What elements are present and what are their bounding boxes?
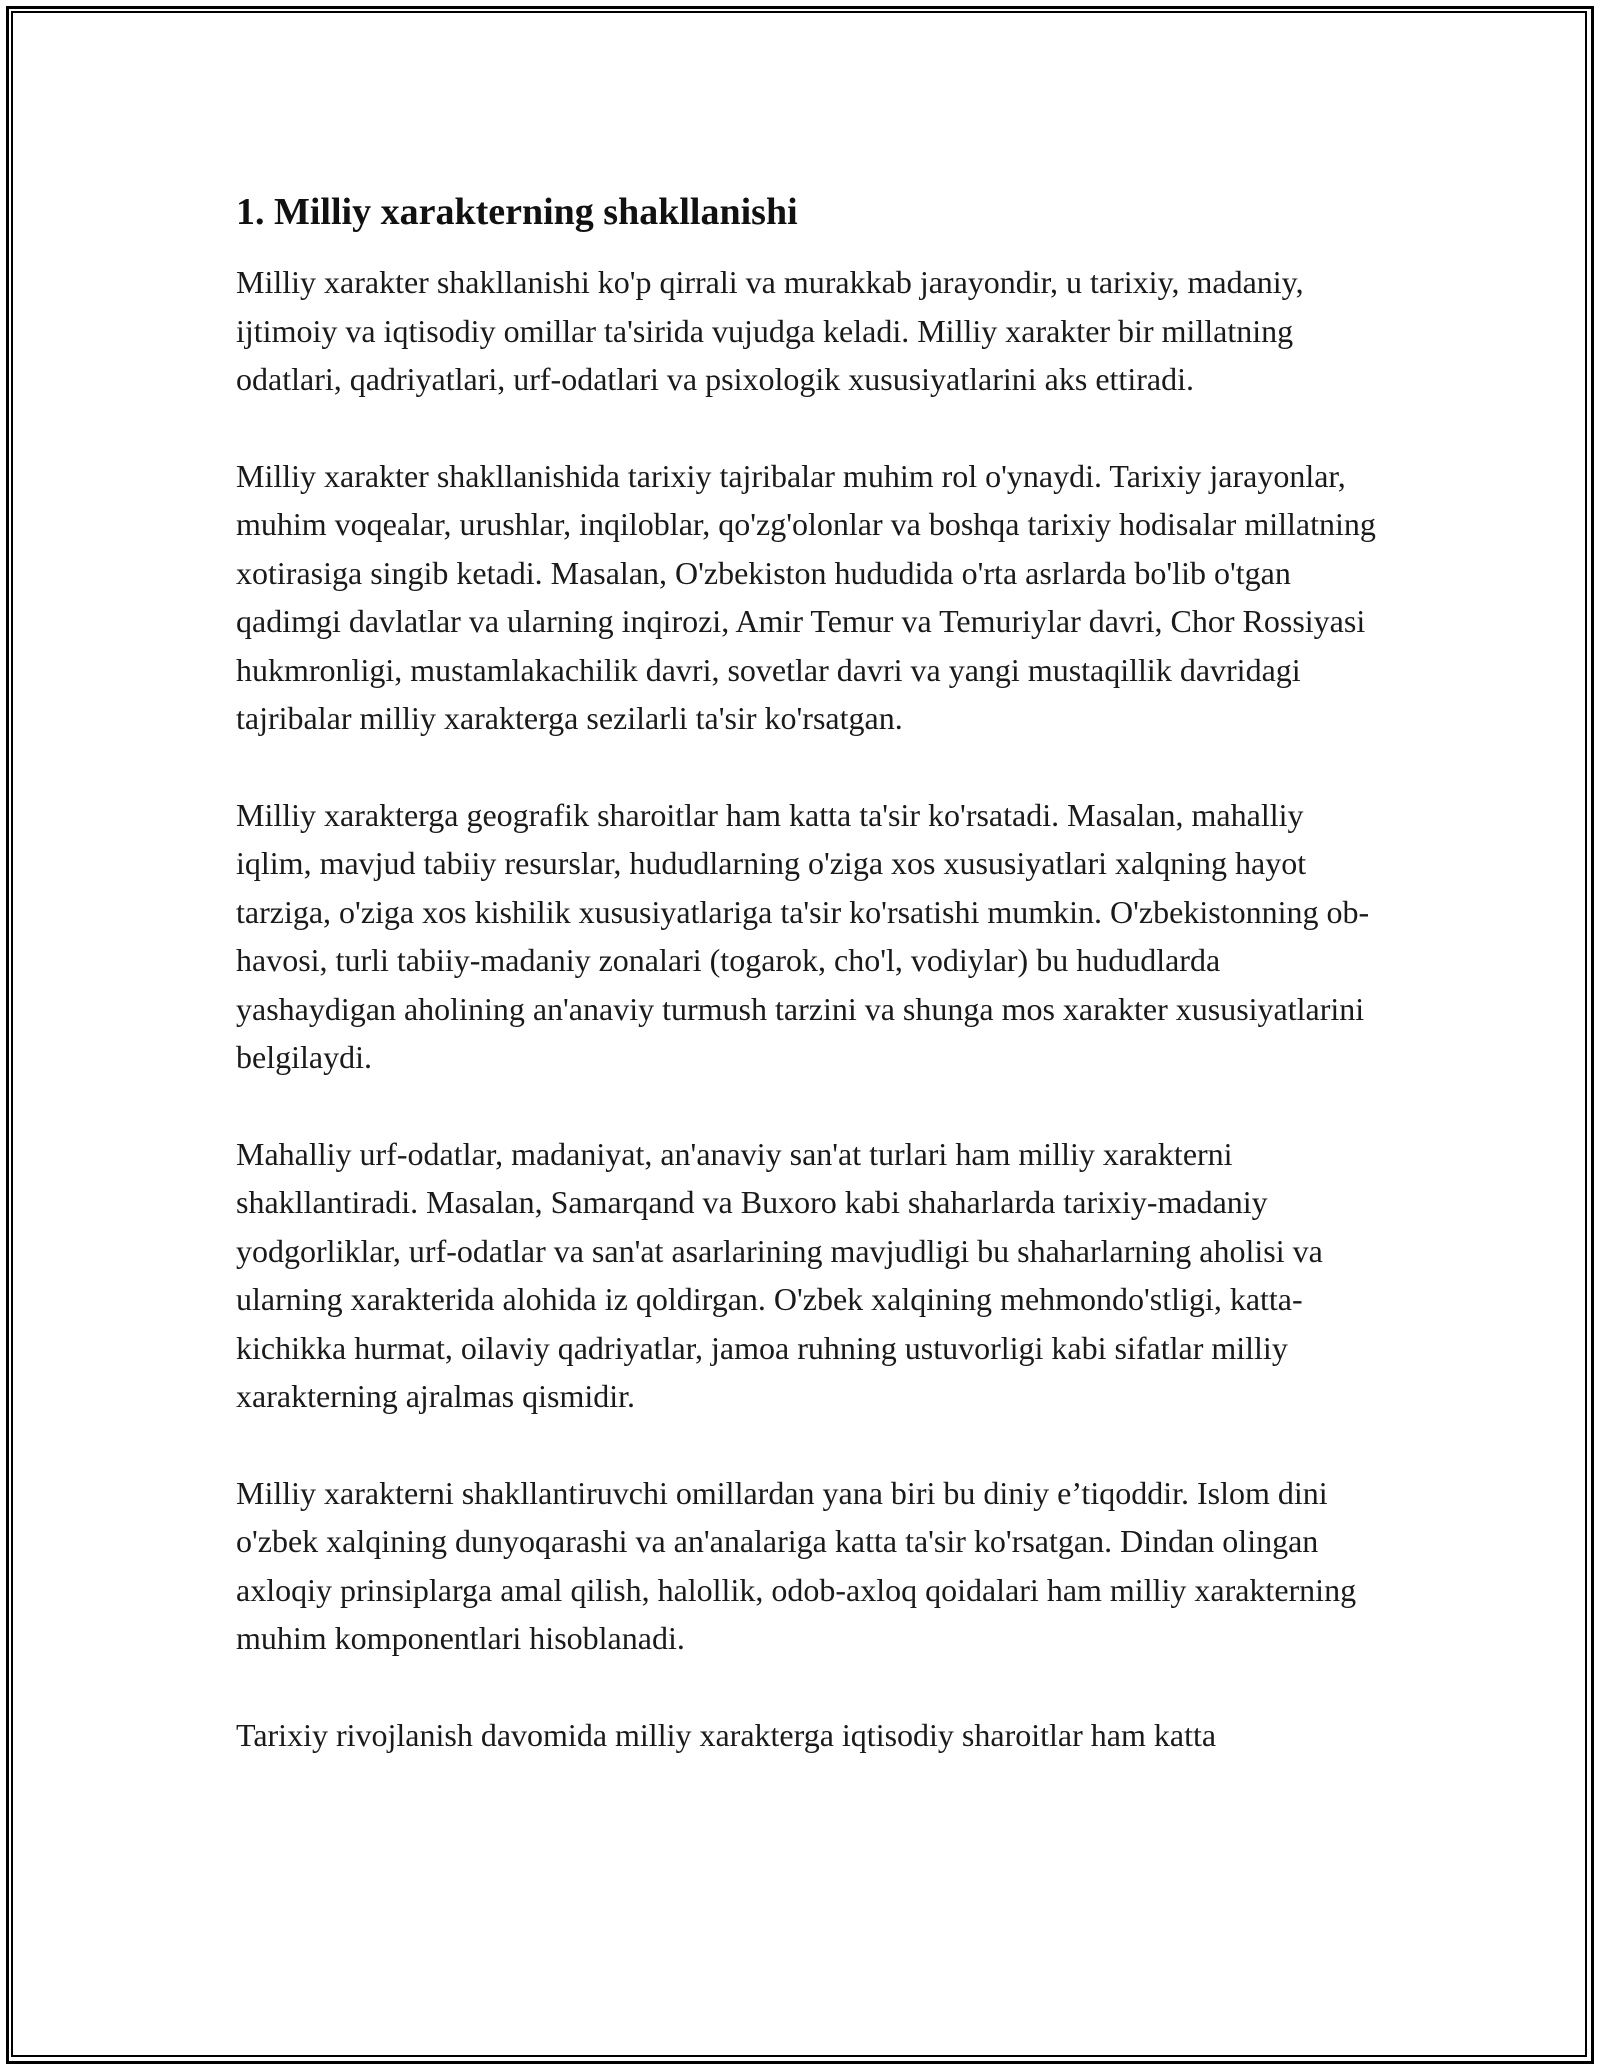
section-heading: 1. Milliy xarakterning shakllanishi	[236, 191, 798, 233]
paragraph-4: Mahalliy urf-odatlar, madaniyat, an'anaviy san'at turlari ham milliy xarakterni shakllantiradi. Masalan, Samarqand va Buxoro kabi shaharlarda tarixiy-madaniy yodgorliklar, urf-odatlar va san'at asarlarining mavjudligi bu shaharlarning aholisi va ularning xarakterida alohida iz qoldirgan. O'zbek xalqining mehmondo'stligi, katta-kichikka hurmat, oilaviy qadriyatlar, jamoa ruhning ustuvorligi kabi sifatlar milliy xarakterning ajralmas qismidir.	[236, 1135, 1323, 1414]
document-body	[236, 188, 1376, 1807]
paragraph-6: Tarixiy rivojlanish davomida milliy xarakterga iqtisodiy sharoitlar ham katta	[236, 1716, 1217, 1753]
paragraph-1: Milliy xarakter shakllanishi ko'p qirrali va murakkab jarayondir, u tarixiy, madaniy, ijtimoiy va iqtisodiy omillar ta'sirida vujudga keladi. Milliy xarakter bir millatning odatlari, qadriyatlari, urf-odatlari va psixologik xususiyatlarini aks ettiradi.	[236, 264, 1304, 397]
paragraph-5: Milliy xarakterni shakllantiruvchi omillardan yana biri bu diniy e’tiqoddir. Islom dini o'zbek xalqining dunyoqarashi va an'analariga katta ta'sir ko'rsatgan. Dindan olingan axloqiy prinsiplarga amal qilish, halollik, odob-axloq qoidalari ham milliy xarakterning muhim komponentlari hisoblanadi.	[236, 1474, 1357, 1656]
paragraph-2: Milliy xarakter shakllanishida tarixiy tajribalar muhim rol o'ynaydi. Tarixiy jarayonlar, muhim voqealar, urushlar, inqiloblar, qo'zg'olonlar va boshqa tarixiy hodisalar millatning xotirasiga singib ketadi. Masalan, O'zbekiston hududida o'rta asrlarda bo'lib o'tgan qadimgi davlatlar va ularning inqirozi, Amir Temur va Temuriylar davri, Chor Rossiyasi hukmronligi, mustamlakachilik davri, sovetlar davri va yangi mustaqillik davridagi tajribalar milliy xarakterga sezilarli ta'sir ko'rsatgan.	[236, 457, 1376, 736]
paragraph-3: Milliy xarakterga geografik sharoitlar ham katta ta'sir ko'rsatadi. Masalan, mahalliy iqlim, mavjud tabiiy resurslar, hududlarning o'ziga xos xususiyatlari xalqning hayot tarziga, o'ziga xos kishilik xususiyatlariga ta'sir ko'rsatishi mumkin. O'zbekistonning ob-havosi, turli tabiiy-madaniy zonalari (togarok, cho'l, vodiylar) bu hududlarda yashaydigan aholining an'anaviy turmush tarzini va shunga mos xarakter xususiyatlarini belgilaydi.	[236, 796, 1370, 1075]
